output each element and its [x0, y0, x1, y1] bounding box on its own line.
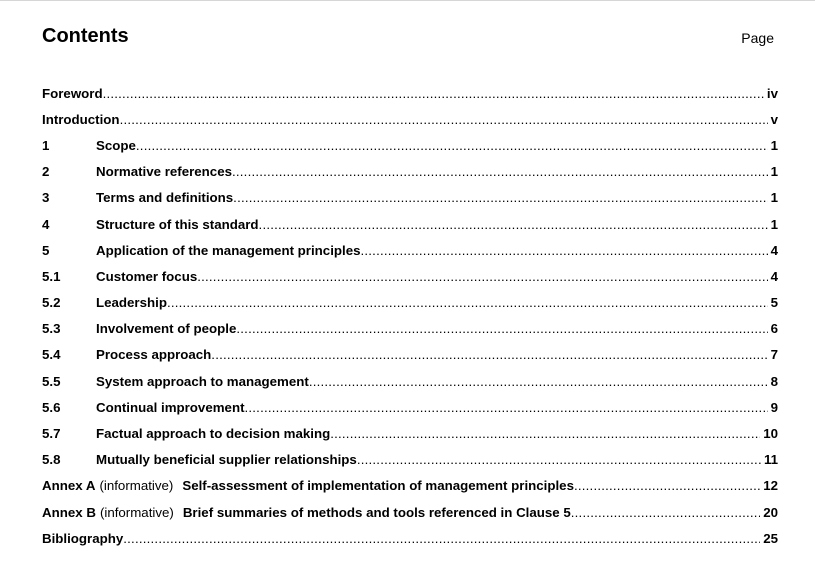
toc-entry-title: Leadership	[96, 295, 167, 311]
dot-leader	[232, 164, 768, 179]
toc-entry-page: iv	[766, 85, 778, 101]
toc-entry-continual-improvement[interactable]	[42, 394, 778, 420]
toc-entry-annex-b[interactable]	[42, 499, 778, 525]
toc-entry-title: Factual approach to decision making	[96, 426, 331, 442]
toc-entry-page: 1	[770, 216, 778, 232]
toc-entry-page: 10	[763, 426, 778, 442]
toc-entry-number: 5.2	[42, 295, 61, 311]
toc-entry-title: Normative references	[96, 164, 232, 180]
toc-entry-page: 20	[763, 504, 778, 520]
toc-entry-number: 5.3	[42, 321, 61, 337]
toc-entry-page: 1	[770, 190, 778, 206]
toc-entry-title: Scope	[96, 137, 136, 153]
toc-entry-annex-a[interactable]	[42, 473, 778, 499]
dot-leader	[233, 190, 767, 205]
toc-entry-introduction[interactable]	[42, 106, 778, 132]
toc-entry-process-approach[interactable]	[42, 342, 778, 368]
toc-entry-page: 7	[770, 347, 778, 363]
dot-leader	[245, 400, 768, 415]
toc-entry-page: 1	[770, 137, 778, 153]
toc-entry-number: 5.8	[42, 452, 61, 468]
toc-entry-title: System approach to management	[96, 373, 309, 389]
toc-entry-page: 6	[770, 321, 778, 337]
toc-entry-normative-references[interactable]	[42, 159, 778, 185]
annex-type: (informative)	[99, 504, 174, 520]
toc-entry-number: 5.6	[42, 399, 61, 415]
toc-entry-title: Continual improvement	[96, 399, 245, 415]
toc-entry-number: 5.1	[42, 268, 61, 284]
dot-leader	[361, 243, 768, 258]
toc-entry-title: Involvement of people	[96, 321, 237, 337]
page-title: Contents	[42, 25, 129, 47]
dot-leader	[571, 505, 760, 520]
toc-entry-application-principles[interactable]	[42, 237, 778, 263]
dot-leader	[197, 269, 767, 284]
toc-entry-title: Introduction	[42, 111, 120, 127]
toc-entry-title: Foreword	[42, 85, 103, 101]
annex-type: (informative)	[99, 478, 174, 494]
dot-leader	[309, 374, 768, 389]
toc-entry-page: 1	[770, 164, 778, 180]
dot-leader	[167, 295, 768, 310]
toc-entry-page: 9	[770, 399, 778, 415]
toc-entry-page: 4	[770, 268, 778, 284]
toc-entry-number: 5.4	[42, 347, 61, 363]
toc-entry-title: Bibliography	[42, 530, 124, 546]
dot-leader	[211, 347, 767, 362]
dot-leader	[330, 426, 760, 441]
toc-entry-factual-approach[interactable]	[42, 420, 778, 446]
toc-entry-title: Process approach	[96, 347, 212, 363]
toc-entry-number: 5.5	[42, 373, 61, 389]
toc-entry-involvement[interactable]	[42, 316, 778, 342]
top-divider	[0, 0, 815, 1]
toc-entry-number: 1	[42, 137, 50, 153]
toc-entry-title: Brief summaries of methods and tools referenced in Clause 5	[182, 504, 571, 520]
toc-entry-page: 25	[763, 530, 778, 546]
toc-entry-title: Customer focus	[96, 268, 198, 284]
toc-entry-page: 4	[770, 242, 778, 258]
dot-leader	[120, 112, 768, 127]
toc-entry-page: v	[770, 111, 778, 127]
toc-entry-page: 5	[770, 295, 778, 311]
dot-leader	[123, 531, 760, 546]
toc-entry-title: Mutually beneficial supplier relationships	[96, 452, 357, 468]
dot-leader	[259, 217, 768, 232]
dot-leader	[357, 452, 761, 467]
table-of-contents	[42, 80, 778, 551]
toc-entry-number: 3	[42, 190, 50, 206]
annex-label: Annex A	[42, 478, 96, 494]
toc-entry-system-approach[interactable]	[42, 368, 778, 394]
dot-leader	[574, 478, 760, 493]
toc-entry-bibliography[interactable]	[42, 525, 778, 551]
toc-entry-title: Self-assessment of implementation of management principles	[182, 478, 574, 494]
toc-entry-number: 5.7	[42, 426, 61, 442]
toc-entry-number: 4	[42, 216, 50, 232]
toc-entry-page: 8	[770, 373, 778, 389]
dot-leader	[136, 138, 768, 153]
dot-leader	[236, 321, 767, 336]
toc-entry-title: Application of the management principles	[96, 242, 361, 258]
toc-entry-title: Structure of this standard	[96, 216, 259, 232]
toc-entry-supplier-relationships[interactable]	[42, 447, 778, 473]
page-column-header: Page	[741, 30, 774, 46]
toc-entry-number: 5	[42, 242, 50, 258]
toc-entry-page: 11	[763, 452, 778, 468]
toc-entry-title: Terms and definitions	[96, 190, 234, 206]
toc-entry-structure[interactable]	[42, 211, 778, 237]
dot-leader	[103, 86, 764, 101]
toc-entry-number: 2	[42, 164, 50, 180]
toc-entry-leadership[interactable]	[42, 290, 778, 316]
toc-entry-terms-definitions[interactable]	[42, 185, 778, 211]
toc-entry-scope[interactable]	[42, 132, 778, 158]
annex-label: Annex B	[42, 504, 96, 520]
toc-entry-page: 12	[763, 478, 778, 494]
toc-entry-customer-focus[interactable]	[42, 263, 778, 289]
toc-entry-foreword[interactable]	[42, 80, 778, 106]
